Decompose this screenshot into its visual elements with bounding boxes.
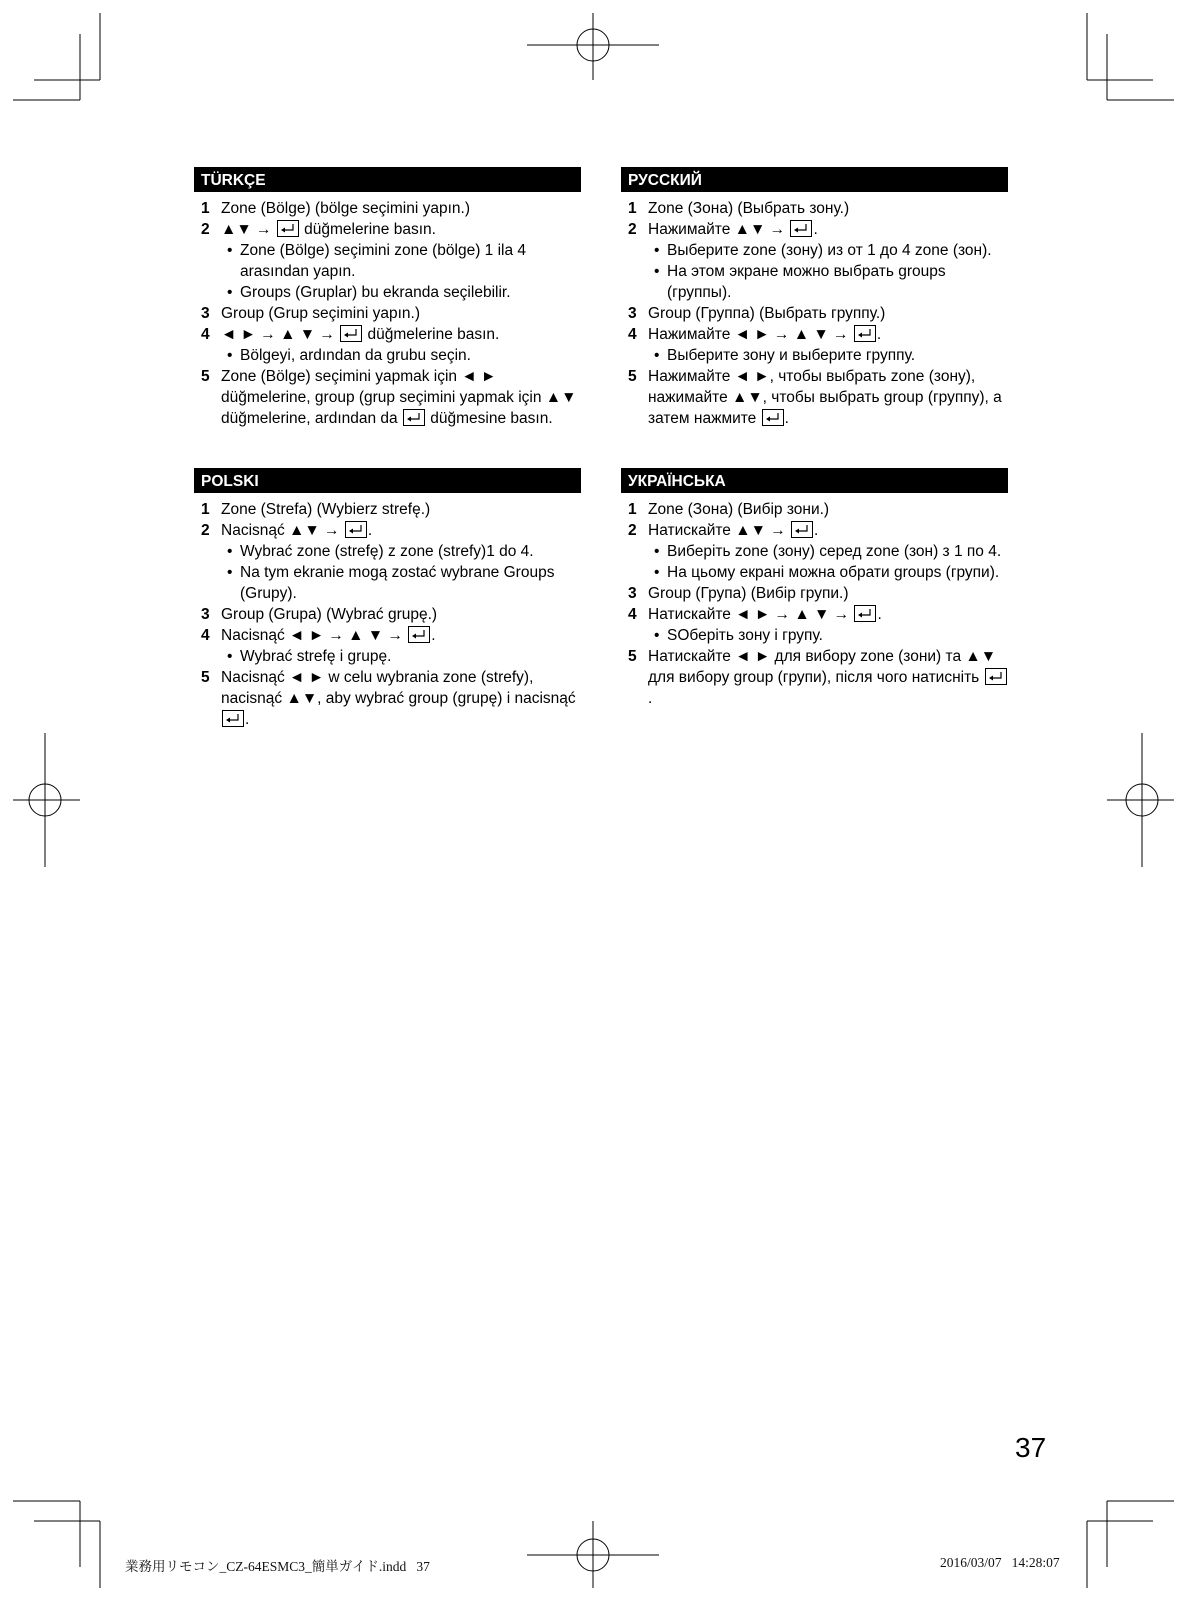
step-number: 1 <box>201 200 210 217</box>
step-text-part: Нажимайте ◄ ► → ▲ ▼ → <box>648 326 853 343</box>
step-text-part: ▲▼ → <box>221 221 276 238</box>
step-item <box>194 604 581 625</box>
enter-key-icon <box>345 521 367 538</box>
enter-key-icon <box>790 220 812 237</box>
enter-key-icon <box>791 521 813 538</box>
step-text-part: Нажимайте ▲▼ → <box>648 221 790 238</box>
step-number: 1 <box>628 200 637 217</box>
section-heading: УКРАЇНСЬКА <box>621 468 1008 493</box>
footer-timestamp: 2016/03/07 14:28:07 <box>940 1555 1060 1570</box>
step-number: 5 <box>628 648 637 665</box>
step-number: 2 <box>201 221 210 238</box>
section-ukrainian <box>621 468 1008 709</box>
bullet-text: Groups (Gruplar) bu ekranda seçilebilir. <box>240 284 511 301</box>
step-number: 3 <box>628 585 637 602</box>
bullet-item <box>194 345 581 366</box>
step-text <box>221 366 581 429</box>
step-text <box>648 646 1008 709</box>
enter-key-icon <box>854 325 876 342</box>
step-number: 3 <box>628 305 637 322</box>
bullet-dot-icon: • <box>227 242 233 259</box>
step-text-part: Натискайте ◄ ► для вибору zone (зони) та ▲▼ для вибору group (групи), після чого натисніть <box>648 648 997 686</box>
footer-file-info: 業務用リモコン_CZ-64ESMC3_簡単ガイド.indd 37 <box>125 1559 430 1574</box>
step-item <box>621 198 1008 219</box>
enter-key-icon <box>403 409 425 426</box>
step-list <box>621 198 1008 429</box>
step-number: 5 <box>201 669 210 686</box>
step-text <box>648 219 1008 240</box>
step-text-part: . <box>813 221 818 238</box>
step-text: Group (Група) (Вибір групи.) <box>648 585 849 602</box>
step-text-part: Nacisnąć ◄ ► → ▲ ▼ → <box>221 627 408 644</box>
bullet-text: Виберіть zone (зону) серед zone (зон) з 1 по 4. <box>667 543 1002 560</box>
step-text: Group (Grupa) (Wybrać grupę.) <box>221 606 438 623</box>
step-item <box>194 324 581 345</box>
enter-key-icon <box>277 220 299 237</box>
step-text: Zone (Зона) (Выбрать зону.) <box>648 200 850 217</box>
bullet-text: Wybrać strefę i grupę. <box>240 648 392 665</box>
bullet-dot-icon: • <box>654 627 660 644</box>
step-number: 2 <box>628 522 637 539</box>
step-number: 3 <box>201 305 210 322</box>
step-list <box>194 198 581 429</box>
step-text-part: düğmelerine basın. <box>299 221 436 238</box>
step-text <box>648 366 1008 429</box>
bullet-item <box>621 562 1008 583</box>
bullet-text: Выберите zone (зону) из от 1 до 4 zone (зон). <box>667 242 992 259</box>
bullet-dot-icon: • <box>654 564 660 581</box>
bullet-text: На этом экране можно выбрать groups (группы). <box>667 263 946 301</box>
step-number: 4 <box>628 606 637 623</box>
bullet-item <box>194 562 581 604</box>
step-text: Group (Группа) (Выбрать группу.) <box>648 305 886 322</box>
step-text-part: Nacisnąć ▲▼ → <box>221 522 344 539</box>
step-text <box>648 604 1008 625</box>
section-heading: POLSKI <box>194 468 581 493</box>
step-item <box>194 366 581 429</box>
bullet-dot-icon: • <box>654 263 660 280</box>
step-text: Zone (Bölge) (bölge seçimini yapın.) <box>221 200 470 217</box>
step-number: 5 <box>201 368 210 385</box>
bullet-text: SОберіть зону і групу. <box>667 627 823 644</box>
bullet-dot-icon: • <box>227 543 233 560</box>
step-text-part: Nacisnąć ◄ ► w celu wybrania zone (strefy), nacisnąć ▲▼, aby wybrać group (grupę) i nacisnąć <box>221 669 576 707</box>
bullet-item <box>194 541 581 562</box>
bullet-text: На цьому екрані можна обрати groups (групи). <box>667 564 1000 581</box>
bullet-dot-icon: • <box>654 543 660 560</box>
step-text-part: . <box>876 326 882 343</box>
bullet-item <box>621 541 1008 562</box>
step-item <box>194 198 581 219</box>
step-item <box>621 303 1008 324</box>
step-text: Zone (Strefa) (Wybierz strefę.) <box>221 501 431 518</box>
step-text: Group (Grup seçimini yapın.) <box>221 305 420 322</box>
step-text <box>221 324 581 345</box>
step-text-part: . <box>784 410 789 427</box>
bullet-item <box>621 261 1008 303</box>
step-number: 1 <box>201 501 210 518</box>
step-text <box>648 520 1008 541</box>
step-item <box>194 667 581 730</box>
step-list <box>621 499 1008 709</box>
step-item <box>621 324 1008 345</box>
step-text-part: . <box>877 606 882 623</box>
step-number: 4 <box>628 326 637 343</box>
section-heading: РУССКИЙ <box>621 167 1008 192</box>
bullet-text: Zone (Bölge) seçimini zone (bölge) 1 ila 4 arasından yapın. <box>240 242 527 280</box>
step-item <box>621 499 1008 520</box>
step-item <box>621 604 1008 625</box>
step-item <box>194 520 581 541</box>
step-item <box>621 646 1008 709</box>
step-number: 5 <box>628 368 637 385</box>
bullet-item <box>194 646 581 667</box>
enter-key-icon <box>408 626 430 643</box>
section-heading: TÜRKÇE <box>194 167 581 192</box>
bullet-dot-icon: • <box>654 347 660 364</box>
step-list <box>194 499 581 730</box>
page-number: 37 <box>1015 1432 1047 1463</box>
step-item <box>621 520 1008 541</box>
step-text-part: . <box>431 627 436 644</box>
step-text-part: Zone (Bölge) seçimini yapmak için ◄ ► düğmelerine, group (grup seçimini yapmak için ▲▼ düğmelerine, ardından da <box>221 368 577 427</box>
step-text-part: düğmelerine basın. <box>363 326 500 343</box>
step-item <box>194 219 581 240</box>
step-number: 2 <box>201 522 210 539</box>
step-item <box>194 499 581 520</box>
step-text-part: düğmesine basın. <box>425 410 553 427</box>
step-text-part: ◄ ► → ▲ ▼ → <box>221 326 340 343</box>
step-text-part: Нажимайте ◄ ►, чтобы выбрать zone (зону), нажимайте ▲▼, чтобы выбрать group (группу), а затем нажмите <box>648 368 1002 427</box>
step-text-part: . <box>367 522 373 539</box>
step-item <box>194 303 581 324</box>
enter-key-icon <box>762 409 784 426</box>
step-number: 4 <box>201 627 210 644</box>
step-text <box>648 324 1008 345</box>
step-number: 1 <box>628 501 637 518</box>
step-item <box>194 625 581 646</box>
step-text <box>221 625 581 646</box>
step-text-part: Натискайте ◄ ► → ▲ ▼ → <box>648 606 854 623</box>
enter-key-icon <box>340 325 362 342</box>
bullet-text: Выберите зону и выберите группу. <box>667 347 916 364</box>
bullet-dot-icon: • <box>227 284 233 301</box>
bullet-item <box>621 240 1008 261</box>
bullet-text: Bölgeyi, ardından da grubu seçin. <box>240 347 471 364</box>
step-item <box>621 219 1008 240</box>
step-item <box>621 583 1008 604</box>
step-number: 4 <box>201 326 210 343</box>
bullet-item <box>621 345 1008 366</box>
bullet-text: Na tym ekranie mogą zostać wybrane Groups (Grupy). <box>240 564 555 602</box>
step-text-part: . <box>648 690 653 707</box>
bullet-item <box>621 625 1008 646</box>
section-turkce <box>194 167 581 429</box>
step-number: 2 <box>628 221 637 238</box>
step-number: 3 <box>201 606 210 623</box>
bullet-dot-icon: • <box>227 648 233 665</box>
bullet-item <box>194 240 581 282</box>
section-russian <box>621 167 1008 429</box>
step-text-part: . <box>814 522 819 539</box>
step-text <box>221 667 581 730</box>
step-text-part: . <box>245 711 250 728</box>
enter-key-icon <box>222 710 244 727</box>
step-text-part: Натискайте ▲▼ → <box>648 522 791 539</box>
bullet-dot-icon: • <box>227 564 233 581</box>
enter-key-icon <box>985 668 1007 685</box>
step-text <box>221 520 581 541</box>
bullet-item <box>194 282 581 303</box>
step-text <box>221 219 581 240</box>
bullet-dot-icon: • <box>227 347 233 364</box>
bullet-text: Wybrać zone (strefę) z zone (strefy)1 do 4. <box>240 543 534 560</box>
step-text: Zone (Зона) (Вибір зони.) <box>648 501 830 518</box>
step-item <box>621 366 1008 429</box>
enter-key-icon <box>854 605 876 622</box>
section-polski <box>194 468 581 730</box>
bullet-dot-icon: • <box>654 242 660 259</box>
